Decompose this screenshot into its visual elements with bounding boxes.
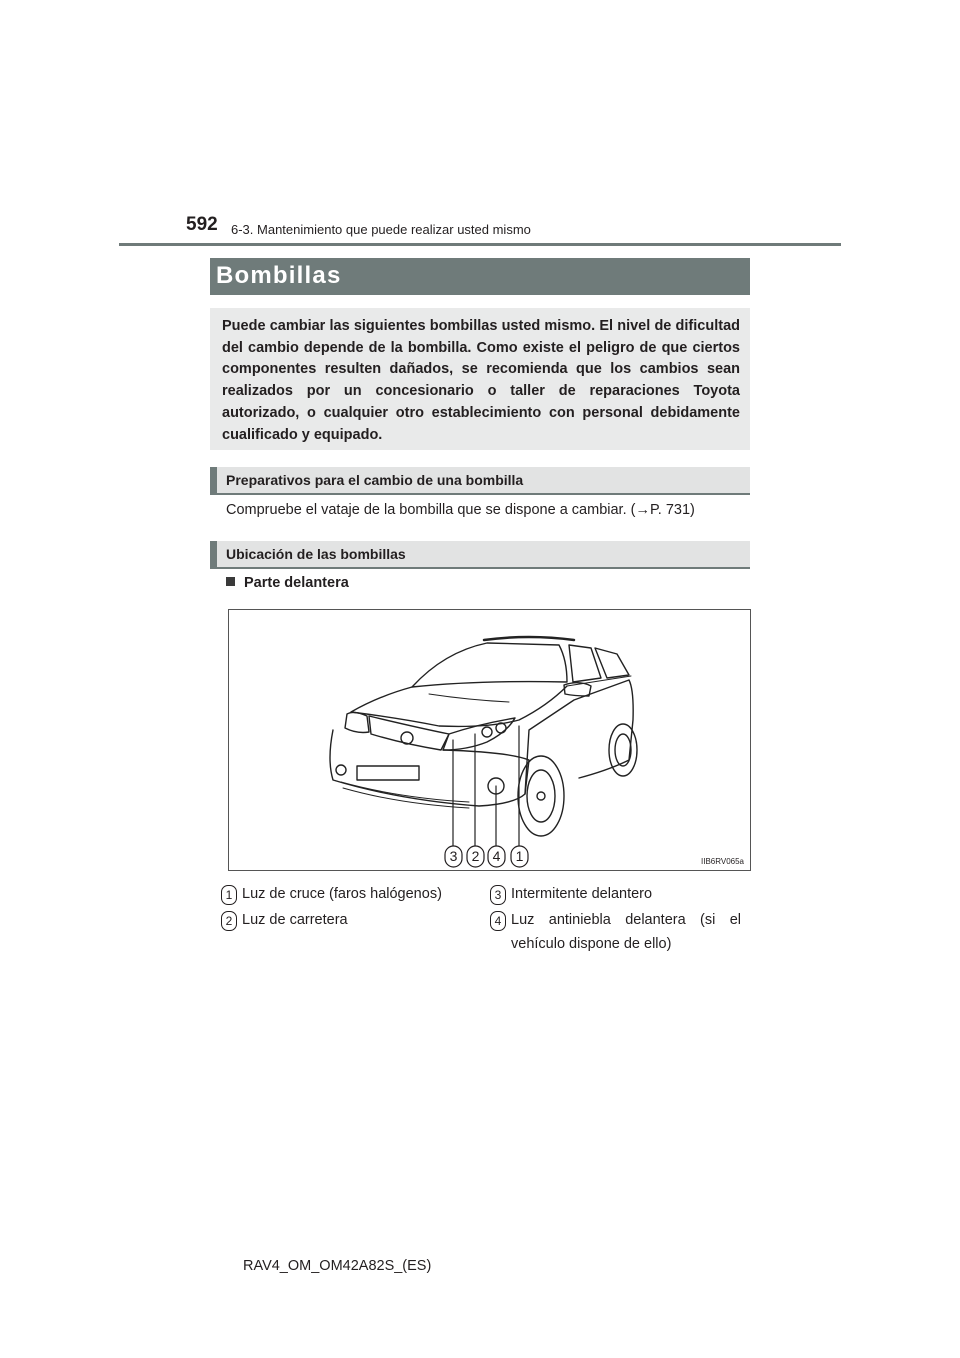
- section-heading-label: Preparativos para el cambio de una bombilla: [226, 472, 524, 488]
- header-divider: [119, 243, 841, 246]
- section-heading-label: Ubicación de las bombillas: [226, 546, 406, 562]
- lower-grille-line: [341, 782, 469, 802]
- legend-text: Luz antiniebla delantera (si el vehículo dispone de ello): [511, 912, 741, 952]
- fog-light-left: [336, 765, 346, 775]
- subheading-front: [226, 575, 349, 591]
- footer-doc-code: RAV4_OM_OM42A82S_(ES): [243, 1258, 432, 1274]
- callout-label: 4: [492, 848, 501, 864]
- legend-item: [490, 908, 742, 958]
- legend-text: Luz de carretera: [242, 912, 348, 928]
- legend-number: 1: [221, 885, 237, 905]
- legend-number: 3: [490, 885, 506, 905]
- preparation-text: Compruebe el vataje de la bombilla que se dispone a cambiar. (→P. 731): [226, 502, 695, 518]
- left-headlight: [345, 712, 369, 732]
- hood-crease: [429, 694, 509, 702]
- section-marker: [210, 541, 217, 567]
- license-plate: [357, 766, 419, 780]
- callout-label: 3: [449, 848, 458, 864]
- side-body: [525, 680, 633, 794]
- emblem: [401, 732, 413, 744]
- callout-label: 1: [515, 848, 524, 864]
- lower-grille-line-2: [343, 788, 469, 808]
- rear-rim: [615, 734, 631, 766]
- callout-label: 2: [471, 848, 480, 864]
- car-illustration: [229, 610, 750, 870]
- square-bullet-icon: [226, 577, 235, 586]
- page-title: Bombillas: [216, 262, 342, 289]
- subheading-label: Parte delantera: [244, 575, 349, 591]
- figure-code: IIB6RV065a: [701, 857, 744, 866]
- front-hub: [537, 792, 545, 800]
- legend-number: 2: [221, 911, 237, 931]
- headlight-lamp-a: [482, 727, 492, 737]
- roof-rail: [484, 637, 574, 640]
- hood: [351, 686, 567, 726]
- rear-wheel: [609, 724, 637, 776]
- front-bumper: [330, 730, 529, 806]
- page-number: 592: [186, 214, 218, 235]
- intro-text: Puede cambiar las siguientes bombillas usted mismo. El nivel de dificultad del cambio depende de la bombilla. Como existe el peligro de que ciertos componentes resulten dañados, se recomienda que los cambios sean realizados por un concesionario o taller de reparaciones Toyota autorizado, o cualquier otro establecimiento con personal debidamente cualificado y equipado.: [222, 318, 740, 443]
- windshield: [412, 643, 567, 687]
- front-rim: [527, 770, 555, 822]
- callout-leaders: [453, 726, 519, 846]
- section-heading-location: [210, 541, 750, 569]
- headlight-lamp-b: [496, 723, 506, 733]
- section-heading-preparation: [210, 467, 750, 495]
- breadcrumb: 6-3. Mantenimiento que puede realizar usted mismo: [231, 222, 531, 237]
- legend-number: 4: [490, 911, 506, 931]
- front-wheel: [518, 756, 564, 836]
- figure-car-front: [228, 609, 751, 871]
- section-marker: [210, 467, 217, 493]
- legend-text: Intermitente delantero: [511, 886, 653, 902]
- legend-text: Luz de cruce (faros halógenos): [242, 886, 442, 902]
